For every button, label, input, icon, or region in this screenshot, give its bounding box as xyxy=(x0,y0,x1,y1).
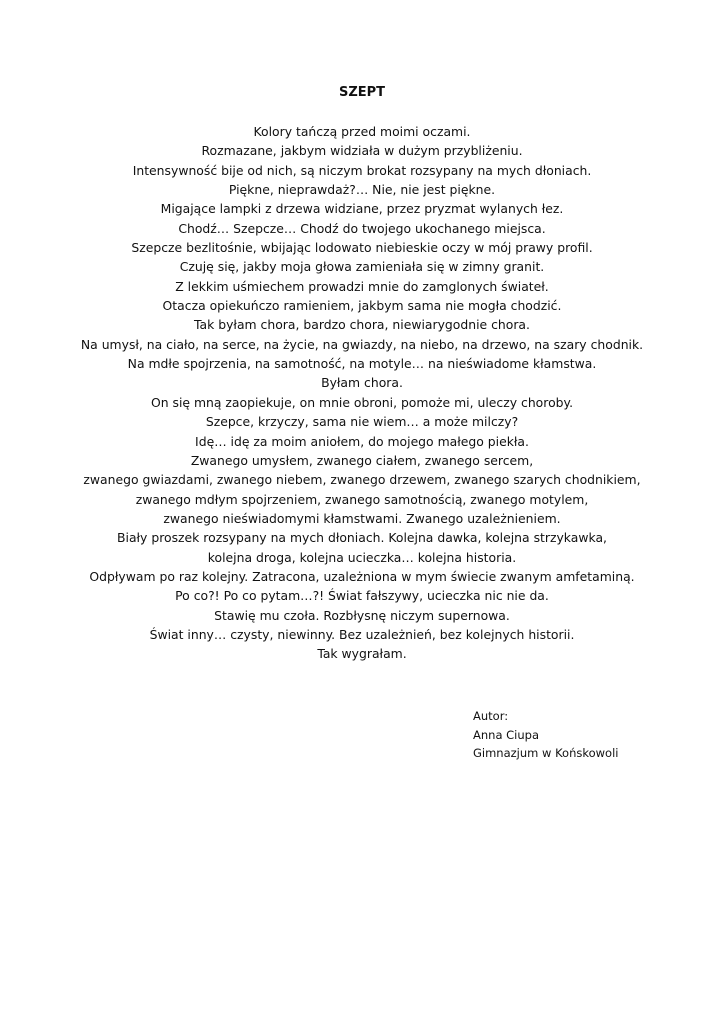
author-label: Autor: xyxy=(473,709,509,723)
author-block xyxy=(473,707,619,763)
author-school: Gimnazjum w Końskowoli xyxy=(473,746,619,760)
poem-line: Idę… idę za moim aniołem, do mojego małego piekła. xyxy=(195,433,529,449)
poem-line: kolejna droga, kolejna ucieczka… kolejna historia. xyxy=(207,549,517,565)
poem-line: Intensywność bije od nich, są niczym brokat rozsypany na mych dłoniach. xyxy=(132,162,592,178)
poem-line: Na mdłe spojrzenia, na samotność, na motyle… na nieświadome kłamstwa. xyxy=(127,356,597,372)
poem-line: Byłam chora. xyxy=(321,375,403,391)
author-name: Anna Ciupa xyxy=(473,727,540,742)
poem-line: Biały proszek rozsypany na mych dłoniach. Kolejna dawka, kolejna strzykawka, xyxy=(117,530,607,546)
poem-line: Rozmazane, jakbym widziała w dużym przybliżeniu. xyxy=(201,143,523,159)
poem-line: Szepce, krzyczy, sama nie wiem… a może milczy? xyxy=(205,414,519,430)
poem-line: Czuję się, jakby moja głowa zamieniała się w zimny granit. xyxy=(179,259,545,275)
poem-line: Na umysł, na ciało, na serce, na życie, na gwiazdy, na niebo, na drzewo, na szary chodnik. xyxy=(80,336,644,352)
poem-line: Odpływam po raz kolejny. Zatracona, uzależniona w mym świecie zwanym amfetaminą. xyxy=(89,568,635,584)
poem-line: Świat inny… czysty, niewinny. Bez uzależnień, bez kolejnych historii. xyxy=(149,626,575,642)
poem-line: Piękne, nieprawdaż?… Nie, nie jest piękne. xyxy=(228,182,496,198)
poem-line: Chodź… Szepcze… Chodź do twojego ukochanego miejsca. xyxy=(178,220,546,236)
poem-line: Tak byłam chora, bardzo chora, niewiarygodnie chora. xyxy=(194,317,530,333)
poem-line: Tak wygrałam. xyxy=(317,646,407,662)
poem-line: Kolory tańczą przed moimi oczami. xyxy=(253,124,471,139)
poem-line: Otacza opiekuńczo ramieniem, jakbym sama nie mogła chodzić. xyxy=(162,298,562,314)
poem-line: Stawię mu czoła. Rozbłysnę niczym supernowa. xyxy=(214,607,510,623)
poem-line: zwanego mdłym spojrzeniem, zwanego samotnością, zwanego motylem, xyxy=(135,491,589,507)
poem-line: Po co?! Po co pytam…?! Świat fałszywy, ucieczka nic nie da. xyxy=(175,588,549,604)
poem-line: On się mną zaopiekuje, on mnie obroni, pomoże mi, uleczy choroby. xyxy=(150,394,574,410)
poem-title: SZEPT xyxy=(338,85,386,100)
poem-body xyxy=(0,122,724,664)
poem-line: Szepcze bezlitośnie, wbijając lodowato niebieskie oczy w mój prawy profil. xyxy=(131,240,593,256)
poem-line: Z lekkim uśmiechem prowadzi mnie do zamglonych świateł. xyxy=(175,278,549,294)
poem-line: Zwanego umysłem, zwanego ciałem, zwanego sercem, xyxy=(190,452,534,468)
poem-line: zwanego gwiazdami, zwanego niebem, zwanego drzewem, zwanego szarych chodnikiem, xyxy=(83,472,641,488)
poem-line: zwanego nieświadomymi kłamstwami. Zwanego uzależnieniem. xyxy=(163,510,561,526)
poem-line: Migające lampki z drzewa widziane, przez pryzmat wylanych łez. xyxy=(160,201,564,217)
